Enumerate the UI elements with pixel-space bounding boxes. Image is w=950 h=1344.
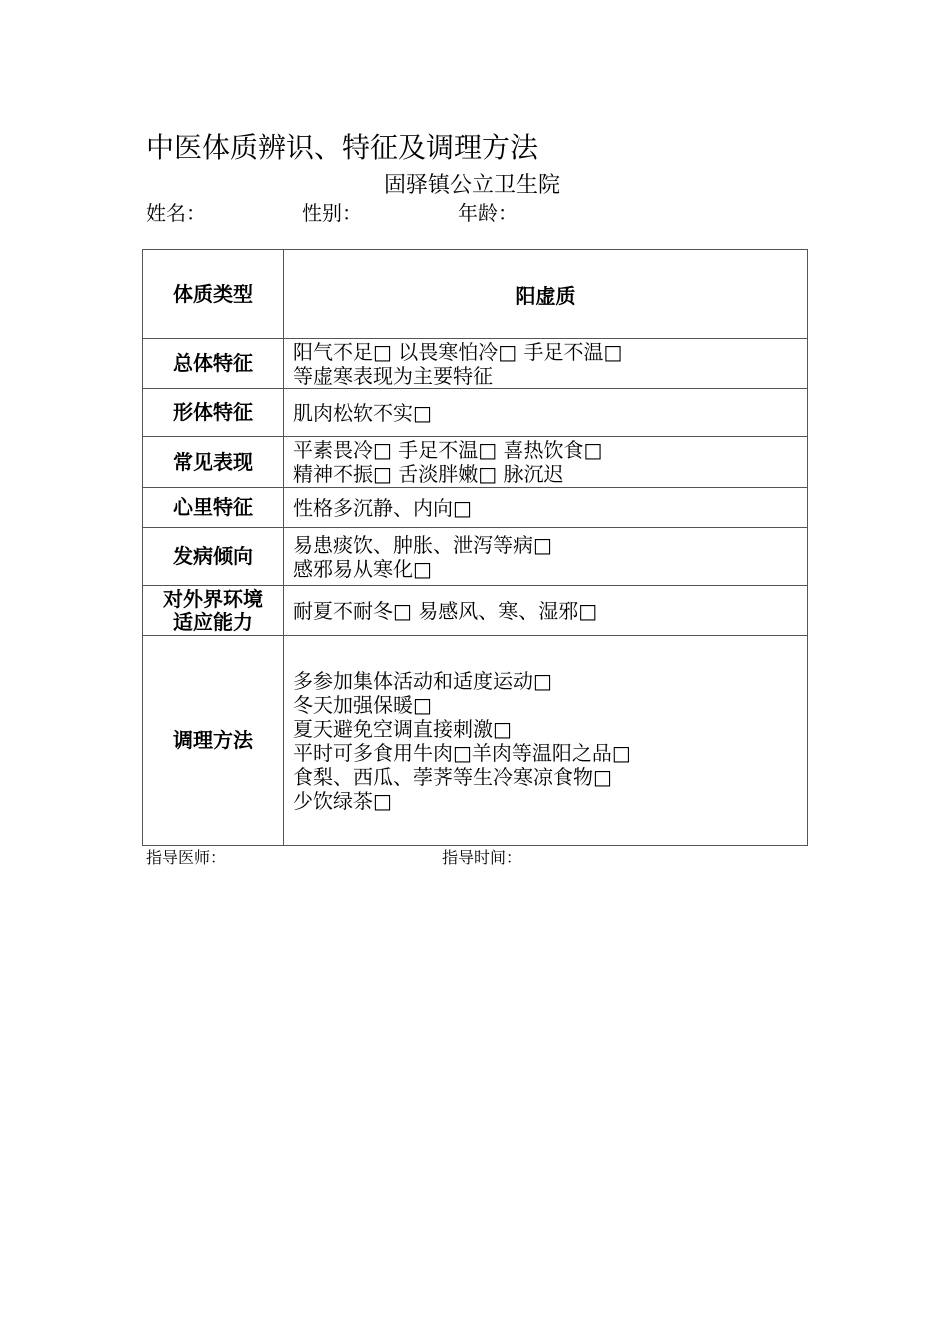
row-label-adaptability <box>143 586 284 636</box>
constitution-table <box>142 249 808 846</box>
row-content-disease-tendency <box>284 528 808 586</box>
row-content-symptoms <box>284 437 808 488</box>
patient-info-row <box>146 199 806 227</box>
content-line: 耐夏不耐冬□ 易感风、寒、湿邪□ <box>293 598 598 623</box>
hospital-name: 固驿镇公立卫生院 <box>384 173 561 198</box>
content-line: 平素畏冷□ 手足不温□ 喜热饮食□ <box>293 438 603 462</box>
content-line: 性格多沉静、内向□ <box>293 495 472 520</box>
guiding-doctor-label: 指导医师： <box>146 848 227 867</box>
row-label-disease-tendency: 发病倾向 <box>143 528 284 586</box>
content-line: 食梨、西瓜、荸荠等生冷寒凉食物□ <box>293 764 612 789</box>
constitution-type-value: 阳虚质 <box>284 250 808 339</box>
row-content-physique <box>284 389 808 437</box>
label-line: 对外界环境 <box>163 586 263 611</box>
row-label-psychology: 心里特征 <box>143 488 284 528</box>
content-line: 少饮绿茶□ <box>293 788 392 813</box>
row-content-psychology <box>284 488 808 528</box>
row-label-symptoms: 常见表现 <box>143 437 284 488</box>
label-line: 适应能力 <box>173 609 253 634</box>
content-line: 多参加集体活动和适度运动□ <box>293 668 552 693</box>
table-row-header <box>143 250 808 339</box>
content-line: 等虚寒表现为主要特征 <box>293 363 493 388</box>
row-label-overall: 总体特征 <box>143 339 284 389</box>
table-row <box>143 437 808 488</box>
row-content-regulation <box>284 636 808 846</box>
row-content-adaptability <box>284 586 808 636</box>
content-line: 平时可多食用牛肉□羊肉等温阳之品□ <box>293 740 631 765</box>
content-line: 阳气不足□ 以畏寒怕冷□ 手足不温□ <box>293 339 623 364</box>
row-content-overall <box>284 339 808 389</box>
footer-row <box>146 847 806 869</box>
constitution-type-label: 体质类型 <box>143 250 284 339</box>
row-label-regulation: 调理方法 <box>143 636 284 846</box>
content-line: 肌肉松软不实□ <box>293 400 432 425</box>
content-line: 易患痰饮、肿胀、泄泻等病□ <box>293 532 552 557</box>
name-field-label: 姓名： <box>146 201 206 225</box>
age-field-label: 年龄： <box>458 201 518 225</box>
document-title: 中医体质辨识、特征及调理方法 <box>146 131 539 164</box>
gender-field-label: 性别： <box>302 201 362 225</box>
content-line: 感邪易从寒化□ <box>293 556 432 581</box>
content-line: 精神不振□ 舌淡胖嫩□ 脉沉迟 <box>293 462 564 486</box>
table-row <box>143 636 808 846</box>
content-line: 夏天避免空调直接刺激□ <box>293 716 512 741</box>
content-line: 冬天加强保暖□ <box>293 692 432 717</box>
guidance-time-label: 指导时间： <box>442 848 523 867</box>
row-label-physique: 形体特征 <box>143 389 284 437</box>
table-row <box>143 339 808 389</box>
table-row <box>143 389 808 437</box>
table-row <box>143 528 808 586</box>
table-row <box>143 586 808 636</box>
table-row <box>143 488 808 528</box>
